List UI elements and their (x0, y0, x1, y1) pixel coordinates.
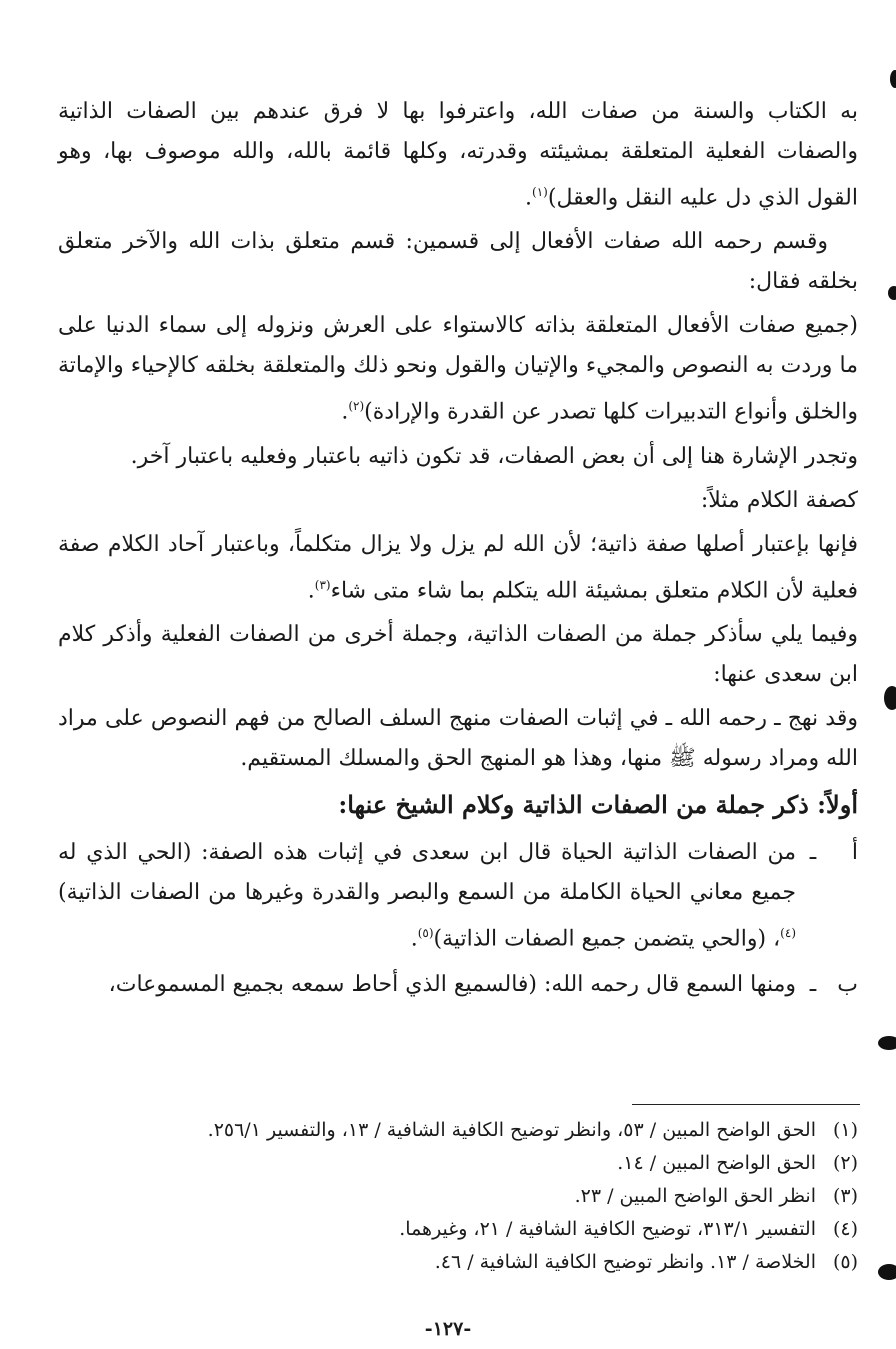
paragraph-6 (58, 525, 858, 611)
item-a-text-2: ، (والحي يتضمن جميع الصفات الذاتية) (433, 926, 781, 952)
footnote-text: التفسير ٣١٣/١، توضيح الكافية الشافية / ٢١، وغيرهما. (399, 1218, 816, 1240)
item-letter: أ (851, 839, 858, 865)
footnote-number: (١) (832, 1119, 858, 1141)
footnote-number: (٢) (832, 1152, 858, 1174)
footnote-5 (58, 1246, 858, 1279)
paragraph-5: كصفة الكلام مثلاً: (700, 487, 858, 513)
paragraph-6-end: . (307, 577, 315, 603)
list-item-b (58, 965, 858, 1005)
scan-blot (884, 686, 896, 710)
footnote-text: الحق الواضح المبين / ١٤. (617, 1152, 816, 1174)
footnotes (58, 1114, 858, 1279)
paragraph-4: وتجدر الإشارة هنا إلى أن بعض الصفات، قد تكون ذاتيه باعتبار وفعليه باعتبار آخر. (130, 443, 858, 469)
item-letter: ب (837, 972, 858, 998)
footnote-ref-5: (٥) (417, 925, 434, 940)
scan-blot (878, 1036, 896, 1050)
item-a-end: . (410, 926, 418, 952)
item-text (58, 833, 796, 959)
paragraph-8: وقد نهج ـ رحمه الله ـ في إثبات الصفات منهج السلف الصالح من فهم النصوص على مراد الله ومراد رسوله ﷺ منها، وهذا هو المنهج الحق والمسلك المستقيم. (58, 705, 858, 771)
paragraph-1-text: به الكتاب والسنة من صفات الله، واعترفوا بها لا فرق عندهم بين الصفات الذاتية والصفات الفعلية المتعلقة بمشيئته وقدرته، وكلها قائمة بالله، والله موصوف بها، وهو القول الذي دل عليه النقل والعقل) (58, 99, 858, 211)
paragraph-3-end: . (341, 399, 349, 425)
paragraph-1-end: . (525, 185, 533, 211)
item-text: ومنها السمع قال رحمه الله: (فالسميع الذي أحاط سمعه بجميع المسموعات، (108, 972, 796, 998)
paragraph-6-text: فإنها بإعتبار أصلها صفة ذاتية؛ لأن الله لم يزل ولا يزال متكلماً، وباعتبار آحاد الكلام صفة فعلية لأن الكلام متعلق بمشيئة الله يتكلم بما شاء متى شاء (58, 531, 858, 603)
paragraph-3 (58, 306, 858, 432)
footnote-number: (٤) (832, 1218, 858, 1240)
item-dash: ـ (809, 839, 817, 865)
scan-blot (888, 286, 896, 300)
footnote-ref-2: (٢) (348, 399, 365, 414)
footnote-divider (632, 1104, 860, 1105)
footnote-ref-4: (٤) (780, 925, 796, 940)
footnote-4 (58, 1213, 858, 1246)
footnote-ref-1: (١) (532, 185, 548, 199)
footnote-text: انظر الحق الواضح المبين / ٢٣. (574, 1185, 816, 1207)
footnote-number: (٥) (832, 1251, 858, 1273)
paragraph-3-text: (جميع صفات الأفعال المتعلقة بذاته كالاستواء على العرش ونزوله إلى سماء الدنيا على ما وردت به النصوص والمجيء والإتيان والقول ونحو ذلك والمتعلقة بخلقه كالإحياء والإماتة والخلق وأنواع التدبيرات كلها تصدر عن القدرة والإرادة) (58, 313, 858, 425)
paragraph-7: وفيما يلي سأذكر جملة من الصفات الذاتية، وجملة أخرى من الصفات الفعلية وأذكر كلام ابن سعدى عنها: (58, 621, 858, 687)
list-item-a (58, 833, 858, 959)
footnote-3 (58, 1180, 858, 1213)
section-heading: أولاً: ذكر جملة من الصفات الذاتية وكلام الشيخ عنها: (338, 789, 858, 819)
paragraph-2: وقسم رحمه الله صفات الأفعال إلى قسمين: قسم متعلق بذات الله والآخر متعلق بخلقه فقال: (58, 229, 858, 295)
footnote-text: الخلاصة / ١٣. وانظر توضيح الكافية الشافية / ٤٦. (434, 1251, 816, 1273)
footnote-number: (٣) (832, 1185, 858, 1207)
footnote-1 (58, 1114, 858, 1147)
scan-blot (890, 70, 896, 88)
item-dash: ـ (809, 972, 817, 998)
paragraph-1 (58, 92, 858, 218)
footnote-2 (58, 1147, 858, 1180)
scan-blot (878, 1264, 896, 1280)
footnote-ref-3: (٣) (314, 577, 331, 592)
footnote-text: الحق الواضح المبين / ٥٣، وانظر توضيح الكافية الشافية / ١٣، والتفسير ٢٥٦/١. (207, 1119, 816, 1141)
page-number: -١٢٧- (424, 1318, 472, 1340)
page-body (58, 92, 858, 1011)
item-a-text: من الصفات الذاتية الحياة قال ابن سعدى في إثبات هذه الصفة: (الحي الذي له جميع معاني الحياة الكاملة من السمع والبصر والقدرة وغيرها من الصفات الذاتية) (58, 839, 796, 905)
